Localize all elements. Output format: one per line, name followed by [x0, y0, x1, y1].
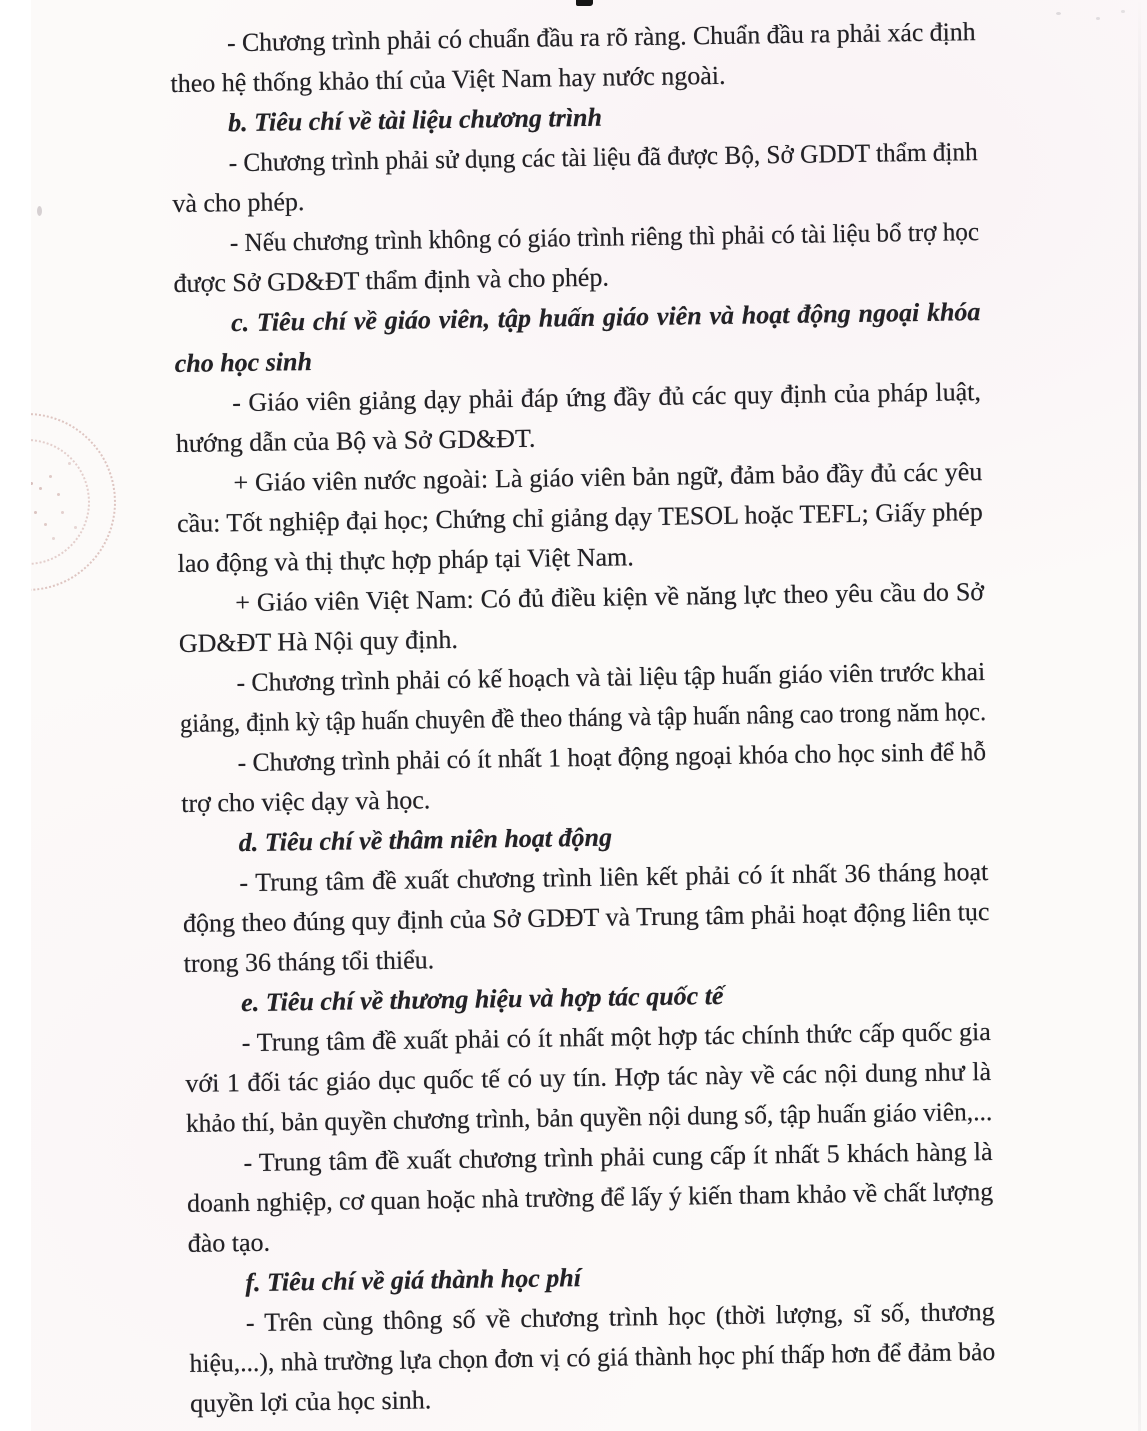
scan-smudge [1056, 12, 1061, 15]
line-text: GD&ĐT Hà Nội quy định. [178, 624, 459, 658]
line-text: doanh nghiệp, cơ quan hoặc nhà trường để lấy ý kiến tham khảo về chất lượng [186, 1176, 994, 1218]
line-text: b. Tiêu chí về tài liệu chương trình [227, 102, 603, 138]
line-text: khảo thí, bản quyền chương trình, bản quyền nội dung số, tập huấn giáo viên,... [185, 1096, 993, 1138]
line-text: được Sở GD&ĐT thẩm định và cho phép. [173, 262, 610, 299]
line-text: - Chương trình phải có ít nhất 1 hoạt động ngoại khóa cho học sinh để hỗ [237, 737, 987, 778]
line-text: giảng, định kỳ tập huấn chuyên đề theo tháng và tập huấn nâng cao trong năm học. [179, 697, 987, 738]
line-text: hiệu,...), nhà trường lựa chọn đơn vị có giá thành học phí thấp hơn để đảm bảo [189, 1336, 996, 1378]
line-text: lao động và thị thực hợp pháp tại Việt Nam. [177, 542, 634, 578]
line-text: theo hệ thống khảo thí của Việt Nam hay nước ngoài. [170, 60, 726, 99]
line-text: f. Tiêu chí về giá thành học phí [245, 1263, 582, 1298]
line-text: - Trên cùng thông số về chương trình học (thời lượng, sĩ số, thương [245, 1296, 995, 1338]
scan-left-margin [0, 0, 31, 1431]
line-text: động theo đúng quy định của Sở GDĐT và Trung tâm phải hoạt động liên tục [182, 896, 990, 938]
line-text: và cho phép. [172, 187, 305, 219]
line-text: + Giáo viên Việt Nam: Có đủ điều kiện về năng lực theo yêu cầu do Sở [235, 577, 985, 618]
line-text: hướng dẫn của Bộ và Sở GD&ĐT. [175, 423, 536, 459]
line-text: đào tạo. [187, 1227, 271, 1258]
line-text: cầu: Tốt nghiệp đại học; Chứng chỉ giảng dạy TESOL hoặc TEFL; Giấy phép [176, 497, 983, 538]
line-text: - Chương trình phải có kế hoạch và tài liệu tập huấn giáo viên trước khai [236, 657, 986, 698]
scan-smudge [1096, 17, 1100, 20]
line-text: quyền lợi của học sinh. [189, 1385, 432, 1418]
scan-smudge [37, 206, 42, 216]
line-text: d. Tiêu chí về thâm niên hoạt động [238, 822, 613, 858]
line-text: - Nếu chương trình không có giáo trình riêng thì phải có tài liệu bổ trợ học [229, 217, 980, 258]
line-text: trong 36 tháng tổi thiểu. [183, 945, 435, 978]
line-text: trợ cho việc dạy và học. [181, 785, 431, 818]
line-text: - Chương trình phải có chuẩn đầu ra rõ ràng. Chuẩn đầu ra phải xác định [226, 17, 976, 58]
line-text: - Giáo viên giảng dạy phải đáp ứng đầy đủ các quy định của pháp luật, [232, 377, 982, 418]
line-text: e. Tiêu chí về thương hiệu và hợp tác quốc tế [240, 980, 724, 1018]
line-text: - Chương trình phải sử dụng các tài liệu đã được Bộ, Sở GDDT thẩm định [228, 137, 978, 178]
line-text: c. Tiêu chí về giáo viên, tập huấn giáo viên và hoạt động ngoại khóa [230, 297, 981, 338]
line-text: + Giáo viên nước ngoài: Là giáo viên bản ngữ, đảm bảo đầy đủ các yêu [233, 457, 983, 498]
line-text: với 1 đối tác giáo dục quốc tế có uy tín. Hợp tác này về các nội dung như là [185, 1056, 992, 1098]
cut-off-mark [576, 0, 593, 6]
scan-smudge [1121, 10, 1125, 13]
line-text: - Trung tâm đề xuất chương trình phải cung cấp ít nhất 5 khách hàng là [243, 1136, 993, 1178]
document-body [170, 12, 997, 1424]
line-text: - Trung tâm đề xuất phải có ít nhất một hợp tác chính thức cấp quốc gia [241, 1016, 992, 1058]
line-text: - Trung tâm đề xuất chương trình liên kết phải có ít nhất 36 tháng hoạt [239, 857, 989, 898]
scan-edge-line [1138, 0, 1141, 1431]
line-text: cho học sinh [174, 346, 313, 379]
